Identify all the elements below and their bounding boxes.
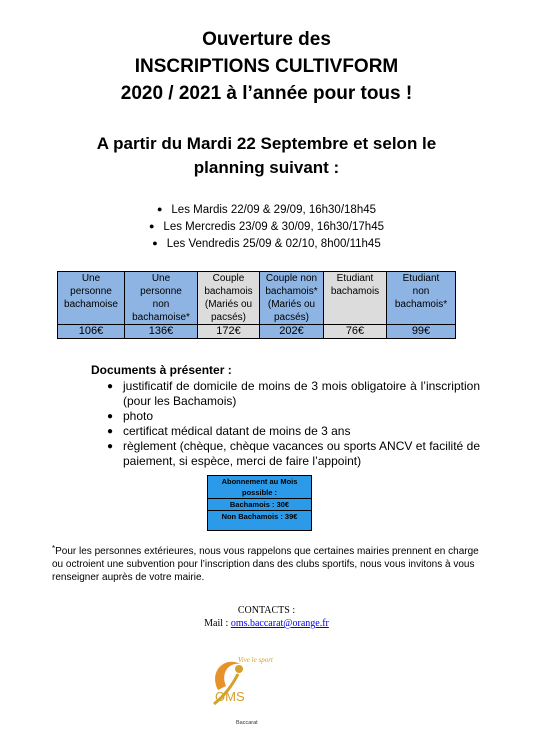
- price-value-cell: 136€: [125, 325, 198, 339]
- subscription-price-nonresident: Non Bachamois : 39€: [208, 510, 311, 522]
- schedule-item: ● Les Vendredis 25/09 & 02/10, 8h00/11h45: [0, 235, 533, 252]
- bullet-icon: ●: [107, 441, 114, 452]
- documents-list: [85, 379, 480, 469]
- page-title: [0, 26, 533, 107]
- documents-item: ● photo: [107, 409, 154, 423]
- documents-section: [85, 363, 480, 469]
- subtitle-line-1: A partir du Mardi 22 Septembre et selon le: [96, 134, 437, 153]
- price-header-cell: Etudiant bachamois: [324, 272, 387, 325]
- title-line-2: INSCRIPTIONS CULTIVFORM: [134, 56, 399, 77]
- documents-item: ● justificatif de domicile de moins de 3 mois obligatoire à l’inscription (pour les Bachamois): [107, 379, 480, 408]
- oms-logo: [196, 650, 276, 728]
- logo-figure-head-icon: [235, 665, 243, 673]
- schedule-item: ● Les Mardis 22/09 & 29/09, 16h30/18h45: [0, 201, 533, 218]
- price-table: [57, 271, 456, 339]
- documents-item: ● règlement (chèque, chèque vacances ou sports ANCV et facilité de paiement, si espèce, merci de faire l’appoint): [107, 439, 480, 468]
- subtitle-line-2: planning suivant :: [193, 158, 340, 177]
- price-value-cell: 99€: [387, 325, 456, 339]
- contacts-mail-row: Mail : oms.baccarat@orange.fr: [204, 618, 329, 629]
- monthly-subscription-box: [207, 475, 312, 531]
- logo-name: OMS: [215, 689, 245, 704]
- bullet-icon: ●: [107, 381, 114, 392]
- bullet-icon: ●: [107, 426, 114, 437]
- schedule-list: [0, 201, 533, 252]
- price-header-cell: Une personne bachamoise: [58, 272, 125, 325]
- subtitle: [0, 132, 533, 180]
- price-header-cell: Etudiant non bachamois*: [387, 272, 456, 325]
- price-header-cell: Une personne non bachamoise*: [125, 272, 198, 325]
- bullet-icon: ●: [152, 238, 158, 248]
- subscription-line: Abonnement au Mois: [221, 477, 298, 486]
- documents-heading: Documents à présenter :: [91, 363, 232, 377]
- contacts-label: CONTACTS :: [237, 605, 296, 616]
- subscription-line: possible :: [241, 488, 277, 497]
- footnote-text: Pour les personnes extérieures, nous vous rappelons que certaines mairies prennent en charge ou octroient une subvention pour l’inscription dans des clubs sportifs, nous vous invitons à vous renseigner auprès de votre mairie.: [52, 546, 479, 583]
- title-line-1: Ouverture des: [202, 29, 331, 50]
- price-value-cell: 172€: [198, 325, 260, 339]
- price-header-row: [58, 272, 456, 325]
- price-value-cell: 76€: [324, 325, 387, 339]
- price-value-cell: 106€: [58, 325, 125, 339]
- footnote-mark: *: [52, 544, 56, 553]
- documents-item: ● certificat médical datant de moins de 3 ans: [107, 424, 351, 438]
- price-header-cell: Couple non bachamois* (Mariés ou pacsés): [260, 272, 324, 325]
- title-line-3: 2020 / 2021 à l’année pour tous !: [120, 83, 413, 104]
- logo-city: Baccarat: [236, 720, 258, 726]
- bullet-icon: ●: [107, 411, 114, 422]
- bullet-icon: ●: [156, 204, 163, 214]
- footnote: [52, 542, 484, 584]
- logo-slogan: Vive le sport: [238, 656, 273, 664]
- schedule-item: ● Les Mercredis 23/09 & 30/09, 16h30/17h45: [0, 218, 533, 235]
- price-value-cell: 202€: [260, 325, 324, 339]
- bullet-icon: ●: [148, 221, 155, 231]
- contacts-section: [0, 604, 533, 630]
- price-header-cell: Couple bachamois (Mariés ou pacsés): [198, 272, 260, 325]
- price-value-row: [58, 325, 456, 339]
- subscription-price-resident: Bachamois : 30€: [208, 498, 311, 510]
- email-link[interactable]: oms.baccarat@orange.fr: [230, 618, 329, 629]
